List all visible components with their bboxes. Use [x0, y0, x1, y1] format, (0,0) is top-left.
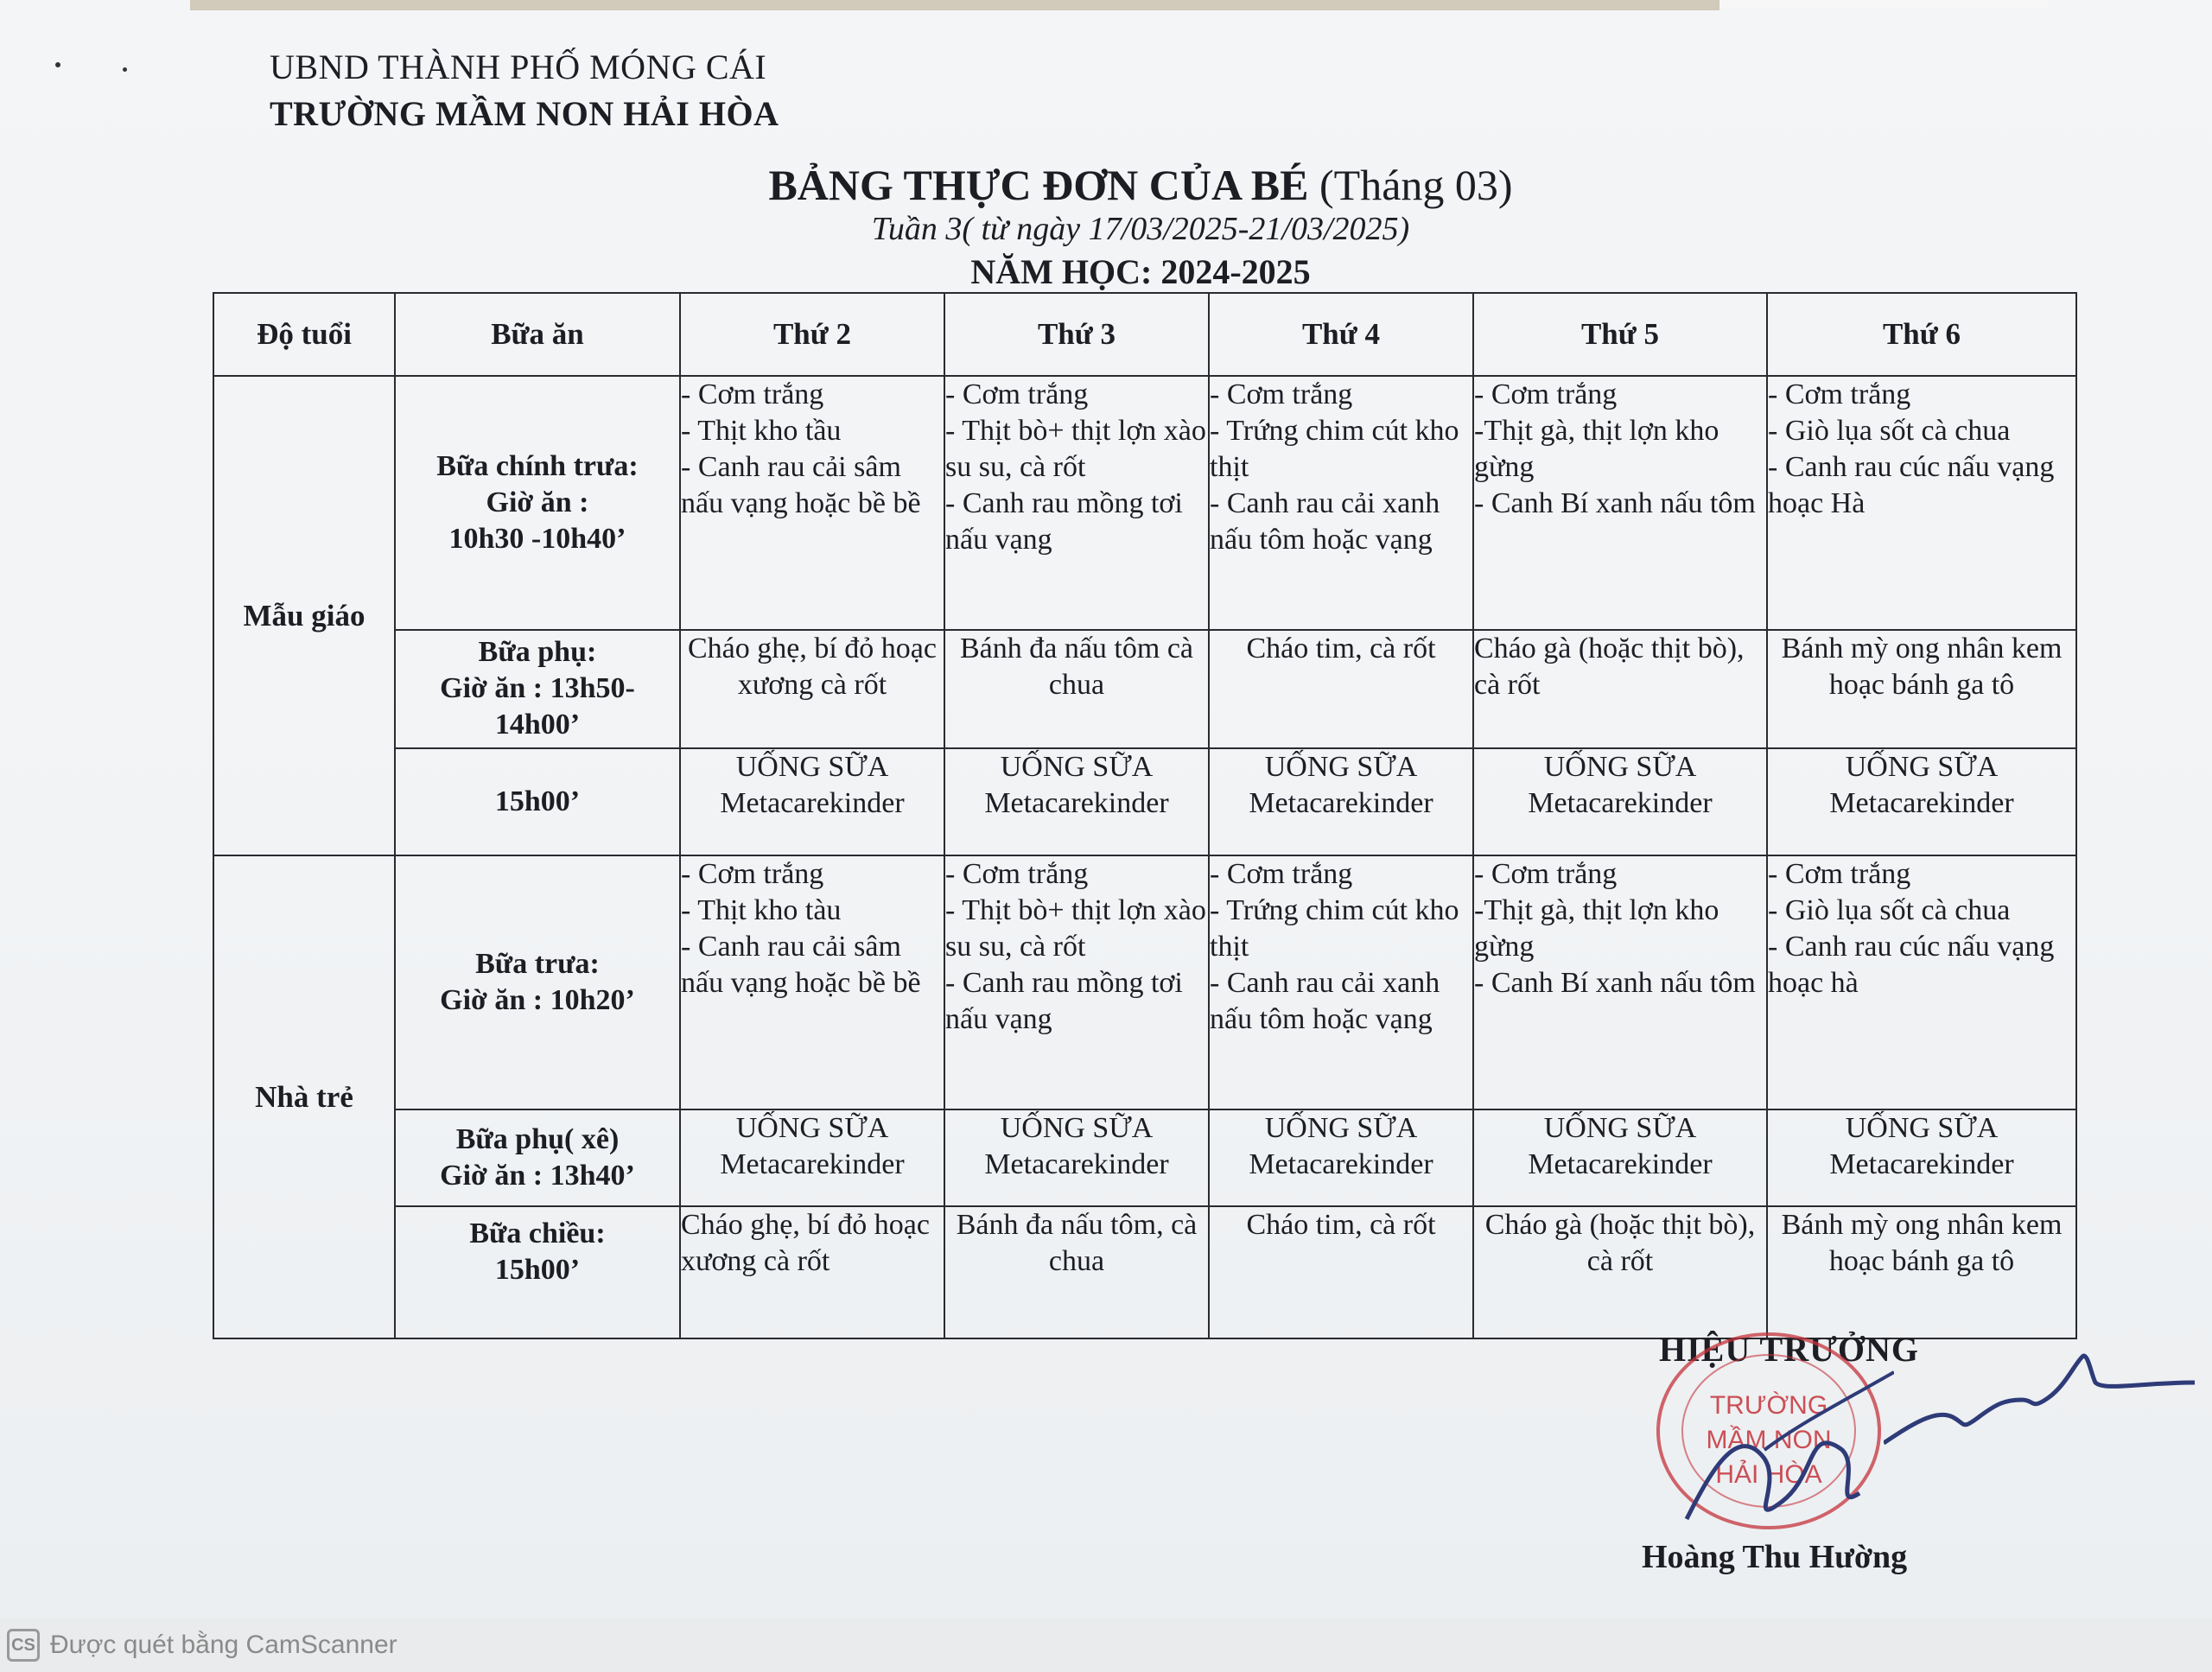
dish-line: - Cơm trắng — [681, 378, 824, 411]
menu-cell — [1767, 748, 2076, 856]
menu-cell — [944, 748, 1209, 856]
meal-cell — [395, 855, 680, 1109]
menu-cell — [1209, 855, 1473, 1109]
dish-line: UỐNG SỮA — [1000, 1111, 1154, 1144]
document-title — [0, 160, 2212, 210]
menu-cell: Cháo ghẹ, bí đỏ hoạc xương cà rốt — [680, 630, 944, 748]
menu-cell — [1473, 748, 1767, 856]
dish-line: - Trứng chim cút kho thịt — [1210, 415, 1459, 484]
meal-line: 15h00’ — [494, 1254, 581, 1287]
signature-role: HIỆU TRƯỞNG — [1659, 1330, 1920, 1369]
dish-line: - Cơm trắng — [681, 858, 824, 891]
paper-edge — [190, 0, 1719, 10]
dish-line: Metacarekinder — [1829, 1148, 2014, 1180]
dish-line: - Thịt kho tầu — [681, 415, 842, 448]
dish-line: - Cơm trắng — [945, 378, 1089, 411]
menu-cell: Cháo gà (hoặc thịt bò), cà rốt — [1473, 1206, 1767, 1338]
authority-name: UBND THÀNH PHỐ MÓNG CÁI — [270, 48, 767, 86]
ink-dot — [55, 62, 60, 67]
table-header-row — [213, 293, 2076, 376]
menu-cell — [1767, 376, 2076, 629]
signature-scribble-icon — [1884, 1348, 2203, 1460]
dish-line: Metacarekinder — [1829, 786, 2014, 819]
menu-cell — [1473, 376, 1767, 629]
menu-cell: Cháo gà (hoặc thịt bò), cà rốt — [1473, 630, 1767, 748]
meal-line: Bữa phụ: — [478, 636, 597, 669]
dish-line: Metacarekinder — [984, 1148, 1169, 1180]
dish-line: - Giò lụa sốt cà chua — [1768, 415, 2011, 448]
dish-line: - Canh Bí xanh nấu tôm — [1474, 967, 1756, 1000]
dish-line: UỐNG SỮA — [1264, 750, 1418, 783]
table-row — [213, 1206, 2076, 1338]
meal-cell — [395, 1206, 680, 1338]
dish-line: - Cơm trắng — [1768, 378, 1911, 411]
dish-line: -Thịt gà, thịt lợn kho gừng — [1474, 894, 1719, 963]
dish-line: - Canh rau cải sâm nấu vạng hoặc bề bề — [681, 451, 921, 520]
title-main: BẢNG THỰC ĐƠN CỦA BÉ — [768, 161, 1309, 209]
dish-line: UỐNG SỮA — [735, 750, 889, 783]
dish-line: - Thịt bò+ thịt lợn xào su su, cà rốt — [945, 415, 1206, 484]
dish-line: - Canh Bí xanh nấu tôm — [1474, 487, 1756, 520]
meal-line: Bữa chiều: — [469, 1217, 606, 1250]
menu-cell — [1767, 1109, 2076, 1207]
menu-table — [213, 292, 2077, 1339]
svg-text:HẢI HÒA: HẢI HÒA — [1715, 1460, 1822, 1489]
dish-line: - Giò lụa sốt cà chua — [1768, 894, 2011, 927]
dish-line: UỐNG SỮA — [1543, 750, 1697, 783]
table-row — [213, 376, 2076, 629]
school-stamp-icon — [1635, 1320, 1894, 1545]
dish-line: Metacarekinder — [1528, 1148, 1713, 1180]
table-row — [213, 630, 2076, 748]
menu-cell — [1767, 855, 2076, 1109]
menu-cell: Bánh đa nấu tôm, cà chua — [944, 1206, 1209, 1338]
dish-line: - Thịt kho tàu — [681, 894, 842, 927]
meal-line: Bữa phụ( xê) — [455, 1122, 620, 1155]
dish-line: Metacarekinder — [984, 786, 1169, 819]
dish-line: -Thịt gà, thịt lợn kho gừng — [1474, 415, 1719, 484]
dish-line: - Cơm trắng — [1768, 858, 1911, 891]
menu-cell: Bánh mỳ ong nhân kem hoạc bánh ga tô — [1767, 630, 2076, 748]
menu-cell — [680, 748, 944, 856]
paper-edge-light — [1719, 0, 2048, 9]
dish-line: - Canh rau mồng tơi nấu vạng — [945, 967, 1183, 1036]
menu-cell — [944, 1109, 1209, 1207]
dish-line: - Cơm trắng — [1210, 378, 1353, 411]
dish-line: UỐNG SỮA — [1845, 1111, 1999, 1144]
meal-line: Bữa chính trưa: — [436, 450, 639, 483]
meal-line: 10h30 -10h40’ — [448, 523, 626, 556]
camscanner-icon: CS — [7, 1629, 40, 1662]
ink-dot — [123, 67, 127, 72]
svg-text:MẦM NON: MẦM NON — [1706, 1426, 1832, 1454]
dish-line: - Cơm trắng — [1210, 858, 1353, 891]
col-header: Độ tuổi — [213, 293, 395, 376]
col-header: Thứ 5 — [1473, 293, 1767, 376]
dish-line: Metacarekinder — [1249, 1148, 1433, 1180]
age-group-cell: Nhà trẻ — [213, 855, 395, 1338]
menu-cell — [1473, 1109, 1767, 1207]
school-year: NĂM HỌC: 2024-2025 — [970, 252, 1311, 291]
dish-line: UỐNG SỮA — [1543, 1111, 1697, 1144]
meal-line: Bữa trưa: — [475, 947, 600, 980]
meal-line: Giờ ăn : 13h40’ — [440, 1159, 635, 1192]
dish-line: UỐNG SỮA — [1845, 750, 1999, 783]
table-row — [213, 855, 2076, 1109]
menu-cell — [944, 376, 1209, 629]
menu-cell: Cháo ghẹ, bí đỏ hoạc xương cà rốt — [680, 1206, 944, 1338]
col-header: Thứ 2 — [680, 293, 944, 376]
dish-line: Metacarekinder — [1249, 786, 1433, 819]
meal-line: Giờ ăn : 10h20’ — [440, 983, 635, 1016]
svg-text:TRƯỜNG: TRƯỜNG — [1709, 1391, 1828, 1420]
dish-line: - Canh rau cúc nấu vạng hoạc hà — [1768, 931, 2055, 1000]
watermark-text: Được quét bằng CamScanner — [50, 1631, 397, 1659]
menu-cell — [1473, 855, 1767, 1109]
table-row — [213, 1109, 2076, 1207]
principal-name: Hoàng Thu Hường — [1642, 1539, 1908, 1575]
dish-line: Metacarekinder — [1528, 786, 1713, 819]
menu-cell — [680, 376, 944, 629]
dish-line: Metacarekinder — [720, 1148, 905, 1180]
age-group-cell: Mẫu giáo — [213, 376, 395, 855]
dish-line: - Cơm trắng — [1474, 378, 1618, 411]
dish-line: UỐNG SỮA — [1264, 1111, 1418, 1144]
meal-cell — [395, 630, 680, 748]
meal-cell — [395, 376, 680, 629]
col-header: Thứ 3 — [944, 293, 1209, 376]
dish-line: - Cơm trắng — [945, 858, 1089, 891]
school-name: TRƯỜNG MẦM NON HẢI HÒA — [270, 94, 779, 133]
menu-cell: Cháo tim, cà rốt — [1209, 1206, 1473, 1338]
menu-cell — [944, 855, 1209, 1109]
dish-line: - Thịt bò+ thịt lợn xào su su, cà rốt — [945, 894, 1206, 963]
dish-line: - Canh rau mồng tơi nấu vạng — [945, 487, 1183, 556]
dish-line: - Canh rau cúc nấu vạng hoạc Hà — [1768, 451, 2055, 520]
menu-cell: Bánh đa nấu tôm cà chua — [944, 630, 1209, 748]
col-header: Bữa ăn — [395, 293, 680, 376]
dish-line: UỐNG SỮA — [735, 1111, 889, 1144]
dish-line: - Canh rau cải sâm nấu vạng hoặc bề bề — [681, 931, 921, 1000]
dish-line: - Trứng chim cút kho thịt — [1210, 894, 1459, 963]
dish-line: - Canh rau cải xanh nấu tôm hoặc vạng — [1210, 487, 1440, 556]
menu-cell — [1209, 376, 1473, 629]
meal-cell: 15h00’ — [395, 748, 680, 856]
meal-cell — [395, 1109, 680, 1207]
menu-cell — [1209, 748, 1473, 856]
dish-line: - Canh rau cải xanh nấu tôm hoặc vạng — [1210, 967, 1440, 1036]
menu-cell — [1209, 1109, 1473, 1207]
table-row — [213, 748, 2076, 856]
week-range: Tuần 3( từ ngày 17/03/2025-21/03/2025) — [871, 211, 1410, 247]
menu-cell: Bánh mỳ ong nhân kem hoạc bánh ga tô — [1767, 1206, 2076, 1338]
dish-line: Metacarekinder — [720, 786, 905, 819]
camscanner-watermark — [7, 1626, 397, 1664]
col-header: Thứ 4 — [1209, 293, 1473, 376]
meal-line: Giờ ăn : — [486, 486, 589, 519]
menu-cell: Cháo tim, cà rốt — [1209, 630, 1473, 748]
col-header: Thứ 6 — [1767, 293, 2076, 376]
menu-cell — [680, 855, 944, 1109]
meal-line: Giờ ăn : 13h50-14h00’ — [440, 672, 635, 741]
dish-line: - Cơm trắng — [1474, 858, 1618, 891]
menu-cell — [680, 1109, 944, 1207]
title-month: (Tháng 03) — [1319, 161, 1513, 209]
dish-line: UỐNG SỮA — [1000, 750, 1154, 783]
